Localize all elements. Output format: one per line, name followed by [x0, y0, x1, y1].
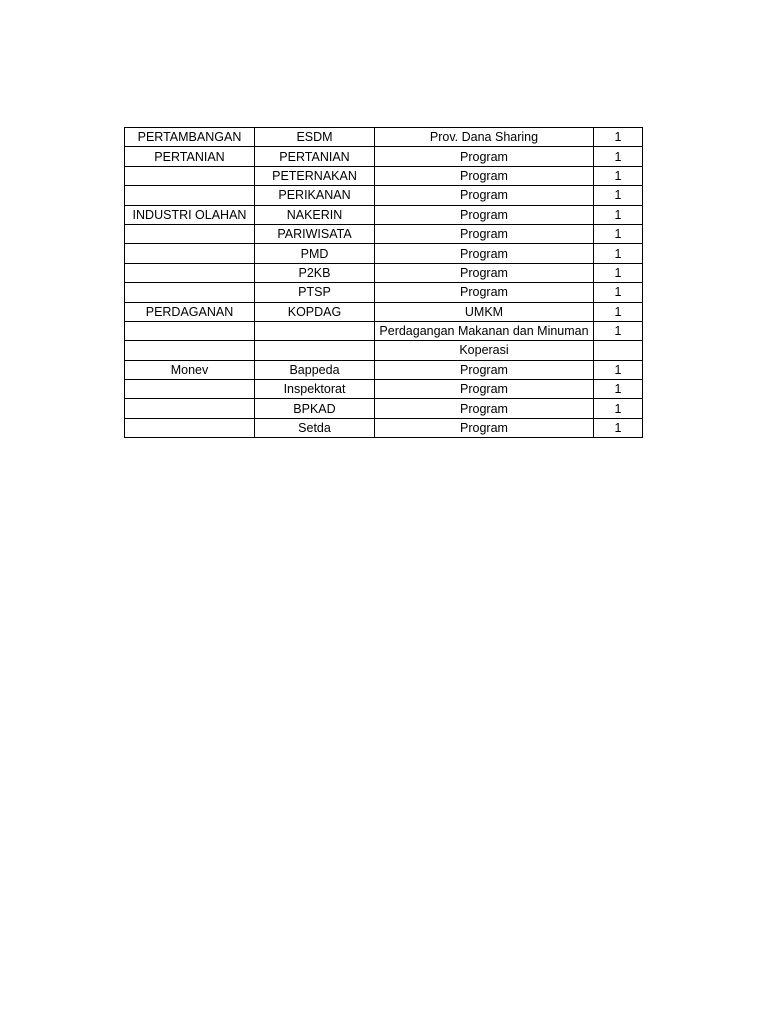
sector-cell: [125, 186, 255, 205]
table-body: [125, 128, 643, 438]
count-cell: [594, 341, 643, 360]
sector-cell: PERTANIAN: [125, 147, 255, 166]
sector-cell: [125, 283, 255, 302]
sector-cell: [125, 418, 255, 437]
program-cell: Perdagangan Makanan dan Minuman: [375, 321, 594, 340]
agency-cell: P2KB: [255, 263, 375, 282]
count-cell: 1: [594, 186, 643, 205]
table-row: [125, 166, 643, 185]
sector-cell: [125, 341, 255, 360]
sector-cell: PERTAMBANGAN: [125, 128, 255, 147]
table-row: [125, 399, 643, 418]
agency-cell: PERIKANAN: [255, 186, 375, 205]
table-row: [125, 186, 643, 205]
table-row: [125, 341, 643, 360]
table-row: [125, 302, 643, 321]
program-cell: Program: [375, 147, 594, 166]
program-cell: Program: [375, 205, 594, 224]
sector-cell: [125, 224, 255, 243]
table-row: [125, 360, 643, 379]
sector-cell: [125, 321, 255, 340]
count-cell: 1: [594, 302, 643, 321]
table-row: [125, 205, 643, 224]
agency-cell: [255, 321, 375, 340]
program-cell: Program: [375, 186, 594, 205]
table-row: [125, 380, 643, 399]
agency-cell: PARIWISATA: [255, 224, 375, 243]
program-cell: Program: [375, 283, 594, 302]
program-cell: Koperasi: [375, 341, 594, 360]
agency-cell: Bappeda: [255, 360, 375, 379]
program-cell: Prov. Dana Sharing: [375, 128, 594, 147]
table-row: [125, 321, 643, 340]
program-cell: Program: [375, 224, 594, 243]
sector-cell: [125, 380, 255, 399]
table-row: [125, 283, 643, 302]
agency-cell: PTSP: [255, 283, 375, 302]
agency-cell: PETERNAKAN: [255, 166, 375, 185]
table-row: [125, 263, 643, 282]
count-cell: 1: [594, 321, 643, 340]
table-row: [125, 224, 643, 243]
agency-cell: [255, 341, 375, 360]
sector-cell: PERDAGANAN: [125, 302, 255, 321]
count-cell: 1: [594, 166, 643, 185]
count-cell: 1: [594, 380, 643, 399]
count-cell: 1: [594, 418, 643, 437]
sector-cell: Monev: [125, 360, 255, 379]
count-cell: 1: [594, 205, 643, 224]
count-cell: 1: [594, 283, 643, 302]
agency-cell: NAKERIN: [255, 205, 375, 224]
program-cell: Program: [375, 380, 594, 399]
agency-cell: KOPDAG: [255, 302, 375, 321]
count-cell: 1: [594, 399, 643, 418]
program-cell: Program: [375, 166, 594, 185]
table-row: [125, 147, 643, 166]
agency-cell: PERTANIAN: [255, 147, 375, 166]
program-cell: Program: [375, 263, 594, 282]
count-cell: 1: [594, 263, 643, 282]
agency-cell: Setda: [255, 418, 375, 437]
sector-cell: [125, 166, 255, 185]
program-cell: Program: [375, 399, 594, 418]
table-row: [125, 244, 643, 263]
agency-cell: BPKAD: [255, 399, 375, 418]
table-row: [125, 128, 643, 147]
count-cell: 1: [594, 360, 643, 379]
program-cell: Program: [375, 418, 594, 437]
sector-cell: [125, 244, 255, 263]
program-table: [124, 127, 643, 438]
agency-cell: ESDM: [255, 128, 375, 147]
count-cell: 1: [594, 224, 643, 243]
sector-cell: INDUSTRI OLAHAN: [125, 205, 255, 224]
sector-cell: [125, 399, 255, 418]
table-row: [125, 418, 643, 437]
program-cell: Program: [375, 360, 594, 379]
sector-cell: [125, 263, 255, 282]
program-cell: UMKM: [375, 302, 594, 321]
count-cell: 1: [594, 244, 643, 263]
count-cell: 1: [594, 147, 643, 166]
agency-cell: PMD: [255, 244, 375, 263]
count-cell: 1: [594, 128, 643, 147]
program-cell: Program: [375, 244, 594, 263]
agency-cell: Inspektorat: [255, 380, 375, 399]
